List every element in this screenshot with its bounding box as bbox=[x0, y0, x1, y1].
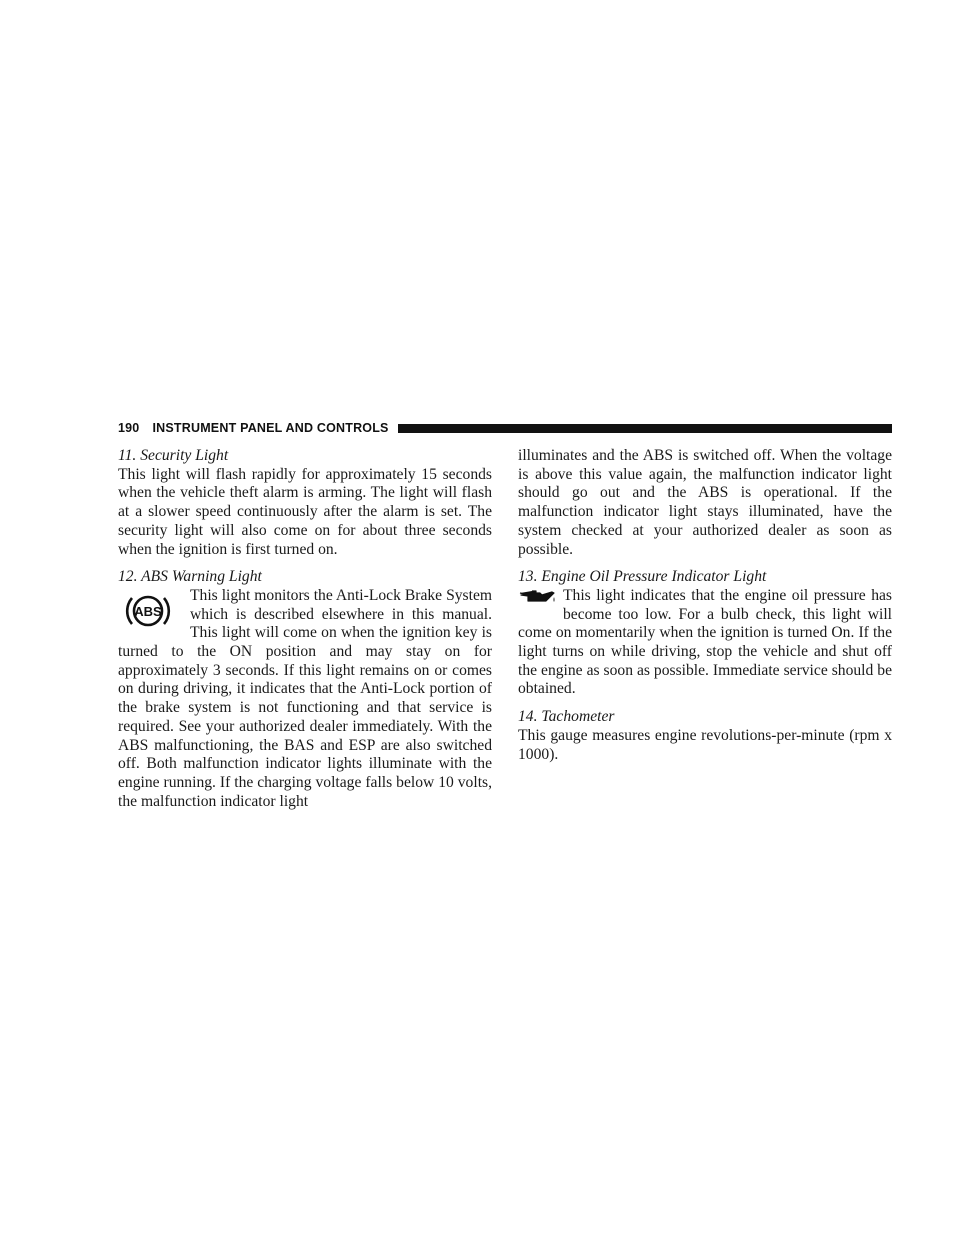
section-title: INSTRUMENT PANEL AND CONTROLS bbox=[152, 421, 389, 435]
abs-warning-icon bbox=[124, 590, 172, 632]
security-light-heading: 11. Security Light bbox=[118, 447, 229, 464]
page-number: 190 bbox=[118, 421, 140, 435]
security-light-text: This light will flash rapidly for approximately 15 seconds when the vehicle theft alarm is arming. The light will flash at a slower speed continuously after the alarm is set. The security light will also come on for about three seconds when the ignition is first turned on. bbox=[118, 465, 492, 558]
page-header bbox=[118, 419, 892, 437]
tachometer-text: This gauge measures engine revolutions-per-minute (rpm x 1000). bbox=[518, 726, 892, 763]
abs-warning-text: This light monitors the Anti-Lock Brake System which is described elsewhere in this manual. This light will come on when the ignition key is turned to the ON position and may stay on for approximately 3 seconds. If this light remains on or comes on during driving, it indicates that the Anti-Lock portion of the brake system is not functioning and that service is required. See your authorized dealer immediately. With the ABS malfunctioning, the BAS and ESP are also switched off. Both malfunction indicator lights illuminate with the engine running. If the charging voltage falls below 10 volts, the malfunction indicator light bbox=[118, 586, 492, 810]
oil-can-icon bbox=[518, 589, 556, 605]
header-rule bbox=[398, 424, 892, 433]
abs-warning-text-continued: illuminates and the ABS is switched off. When the voltage is above this value again, the malfunction indicator light should go out and the ABS is operational. If the malfunction indicator light stays illuminated, have the system checked at your authorized dealer as soon as possible. bbox=[518, 447, 892, 558]
left-column bbox=[118, 447, 492, 811]
oil-pressure-text: This light indicates that the engine oil pressure has become too low. For a bulb check, this light will come on momentarily when the ignition is turned On. If the light turns on while driving, stop the vehicle and shut off the engine as soon as possible. Immediate service should be obtained. bbox=[518, 586, 892, 698]
abs-warning-heading: 12. ABS Warning Light bbox=[118, 568, 262, 586]
oil-pressure-heading: 13. Engine Oil Pressure Indicator Light bbox=[518, 568, 767, 586]
abs-icon-label: ABS bbox=[134, 603, 162, 619]
right-column bbox=[518, 447, 892, 764]
tachometer-heading: 14. Tachometer bbox=[518, 708, 615, 726]
